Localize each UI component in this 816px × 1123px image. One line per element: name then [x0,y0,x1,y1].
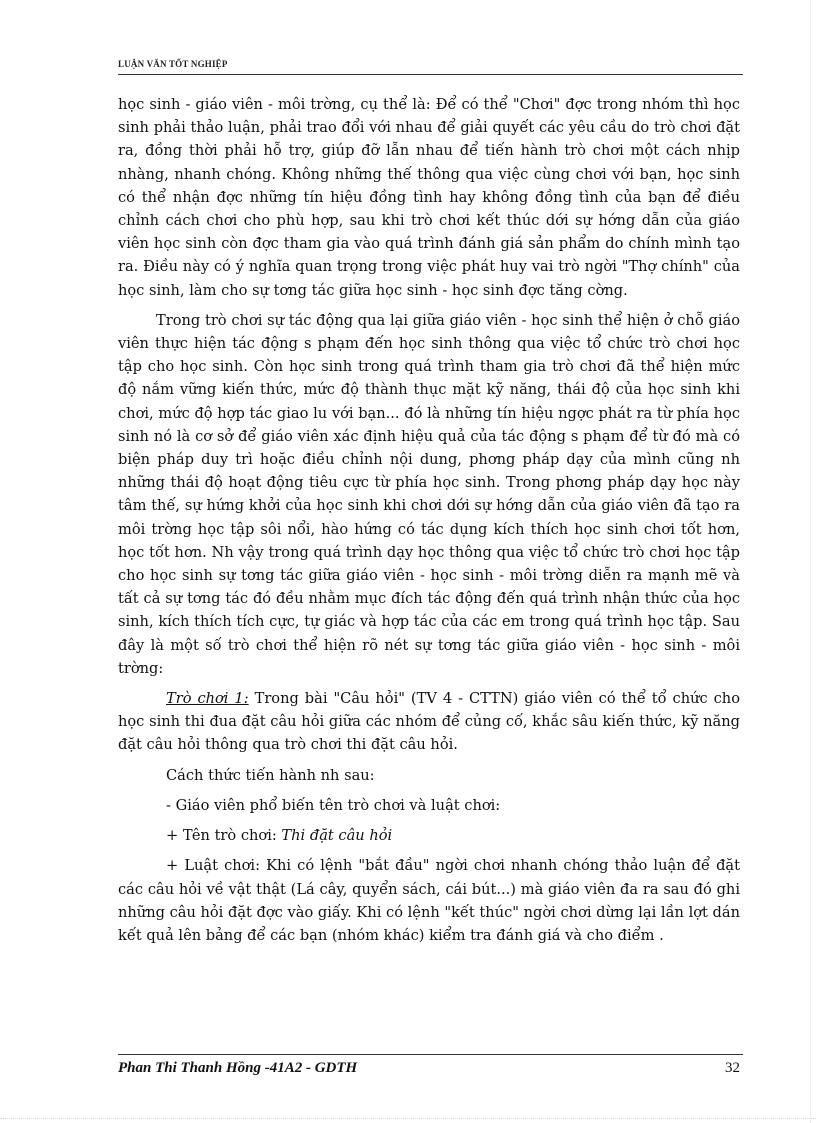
page-number: 32 [725,1060,740,1076]
header-title: LUẬN VĂN TỐT NGHIỆP [118,59,228,69]
page-header [118,52,743,71]
game-name-label: + Tên trò chơi: [166,827,282,845]
game-1-label: Trò chơi 1: [166,690,249,708]
game-1-text: Trong bài "Câu hỏi" (TV 4 - CTTN) giáo viên có thể tổ chức cho học sinh thi đua đặt câu hỏi giữa các nhóm để củng cố, khắc sâu kiến thức, kỹ năng đặt câu hỏi thông qua trò chơi thi đặt câu hỏi. [118,690,740,754]
paragraph-1: học sinh - giáo viên - môi trờng, cụ thể là: Để có thể "Chơi" đợc trong nhóm thì học sinh phải thảo luận, phải trao đổi với nhau để giải quyết các yêu cầu do trò chơi đặt ra, đồng thời phải hỗ trợ, giúp đỡ lẫn nhau để tiến hành trò chơi một cách nhịp nhàng, nhanh chóng. Không những thế thông qua việc cùng chơi với bạn, học sinh có thể nhận đợc những tín hiệu đồng tình hay không đồng tình của bạn để điều chỉnh cách chơi cho phù hợp, sau khi trò chơi kết thúc dới sự hớng dẫn của giáo viên học sinh còn đợc tham gia vào quá trình đánh giá sản phẩm do chính mình tạo ra. Điều này có ý nghĩa quan trọng trong việc phát huy vai trò ngời "Thợ chính" của học sinh, làm cho sự tơng tác giữa học sinh - học sinh đợc tăng cờng. [118,96,740,299]
paragraph-rules-intro: - Giáo viên phổ biến tên trò chơi và luật chơi: [166,796,501,814]
page-edge-bottom [0,1118,816,1119]
paragraph-rules: + Luật chơi: Khi có lệnh "bắt đầu" ngời chơi nhanh chóng thảo luận để đặt các câu hỏi về vật thật (Lá cây, quyển sách, cái bút...) mà giáo viên đa ra sau đó ghi những câu hỏi đặt đợc vào giấy. Khi có lệnh "kết thúc" ngời chơi dừng lại lần lợt dán kết quả lên bảng để các bạn (nhóm khác) kiểm tra đánh giá và cho điểm . [118,857,740,944]
document-body [118,93,740,947]
header-divider [118,74,743,75]
paragraph-game-1 [118,687,740,757]
footer-author: Phan Thi Thanh Hồng -41A2 - GDTH [118,1060,358,1076]
page-edge-right [810,0,811,1123]
paragraph-method: Cách thức tiến hành nh sau: [166,766,375,784]
paragraph-game-name [118,824,740,847]
paragraph-2: Trong trò chơi sự tác động qua lại giữa giáo viên - học sinh thể hiện ở chỗ giáo viên thực hiện tác động s phạm đến học sinh thông qua việc tổ chức trò chơi học tập cho học sinh. Còn học sinh trong quá trình tham gia trò chơi đã thể hiện mức độ nắm vững kiến thức, mức độ thành thục mặt kỹ năng, thái độ của học sinh khi chơi, mức độ hợp tác giao lu với bạn... đó là những tín hiệu ngợc phát ra từ phía học sinh nó là cơ sở để giáo viên xác định hiệu quả của tác động s phạm để từ đó mà có biện pháp duy trì hoặc điều chỉnh nội dung, phơng pháp dạy của mình cũng nh những thái độ hoạt động tiêu cực từ phía học sinh. Trong phơng pháp dạy học này tâm thế, sự hứng khởi của học sinh khi chơi dới sự hớng dẫn của giáo viên đã tạo ra môi trờng học tập sôi nổi, hào hứng có tác dụng kích thích học sinh chơi tốt hơn, học tốt hơn. Nh vậy trong quá trình dạy học thông qua việc tổ chức trò chơi học tập cho học sinh sự tơng tác giữa giáo viên - học sinh - môi trờng diễn ra mạnh mẽ và tất cả sự tơng tác đó đều nhằm mục đích tác động đến quá trình nhận thức của học sinh, kích thích tích cực, tự giác và hợp tác của các em trong quá trình học tập. Sau đây là một số trò chơi thể hiện rõ nét sự tơng tác giữa giáo viên - học sinh - môi trờng: [118,311,740,677]
page-footer [118,1060,740,1084]
game-name: Thi đặt câu hỏi [281,827,393,845]
footer-divider [118,1054,743,1055]
